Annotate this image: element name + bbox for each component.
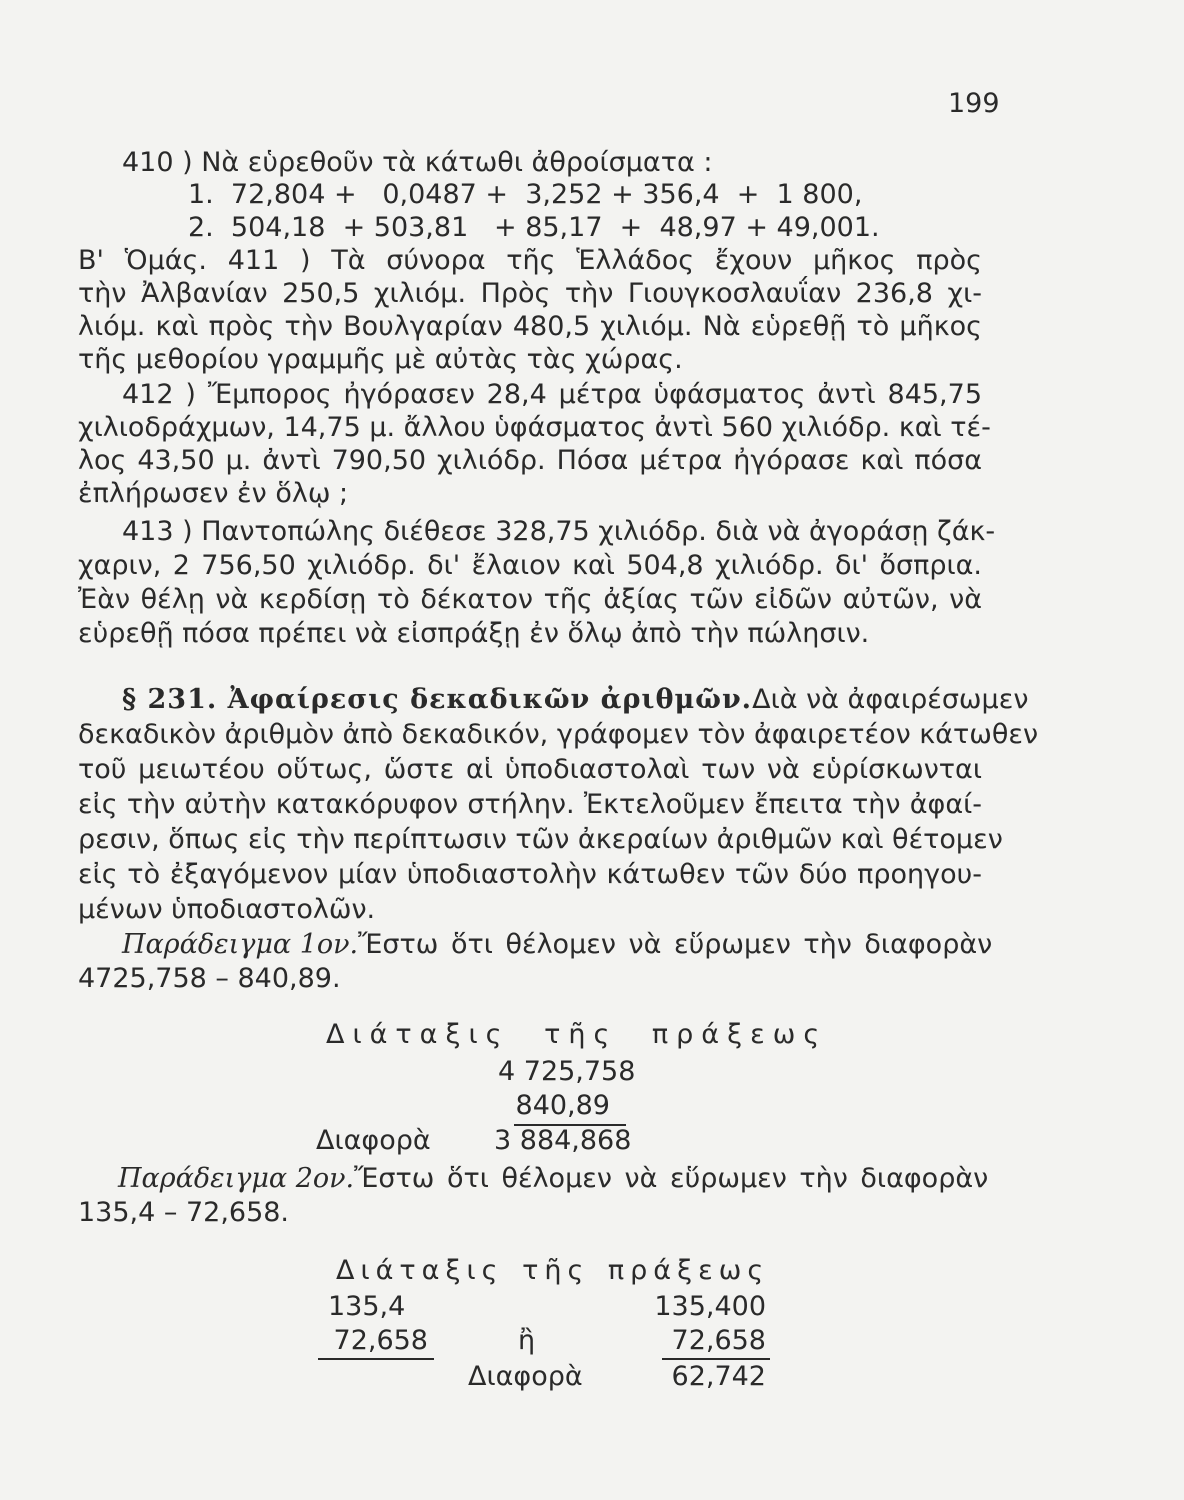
- example-2-left-minuend: 135,4: [328, 1291, 406, 1322]
- exercise-411-line-4: τῆς μεθορίου γραμμῆς μὲ αὐτὰς τὰς χώρας.: [78, 344, 683, 375]
- example-1-label: Παράδειγμα 1ον.: [122, 929, 359, 960]
- exercise-411-line-1: Β' Ὁμάς. 411 ) Τὰ σύνορα τῆς Ἑλλάδος ἔχουν μῆκος πρὸς: [78, 245, 982, 276]
- example-1-difference-label: Διαφορὰ: [316, 1125, 431, 1156]
- section-231-line-2: δεκαδικὸν ἀριθμὸν ἀπὸ δεκαδικόν, γράφομεν τὸν ἀφαιρετέον κάτωθεν: [78, 719, 1039, 750]
- section-231-line-5: ρεσιν, ὅπως εἰς τὴν περίπτωσιν τῶν ἀκεραίων ἀριθμῶν καὶ θέτομεν: [78, 824, 1003, 855]
- example-2-left-rule: [318, 1358, 434, 1360]
- exercise-411-line-3: λιόμ. καὶ πρὸς τὴν Βουλγαρίαν 480,5 χιλιόμ. Νὰ εὑρεθῇ τὸ μῆκος: [78, 311, 982, 342]
- example-1-expression: 4725,758 – 840,89.: [78, 963, 341, 994]
- section-231-first-line-rest: Διὰ νὰ ἀφαιρέσωμεν: [752, 684, 1029, 715]
- exercise-412-line-2: χιλιοδράχμων, 14,75 μ. ἄλλου ὑφάσματος ἀντὶ 560 χιλιόδρ. καὶ τέ-: [78, 412, 991, 443]
- example-2-label: Παράδειγμα 2ον.: [118, 1163, 355, 1194]
- example-2-difference-label: Διαφορὰ: [468, 1361, 583, 1392]
- exercise-411-line-2: τὴν Ἀλβανίαν 250,5 χιλιόμ. Πρὸς τὴν Γιουγκοσλαυΐαν 236,8 χι-: [78, 278, 982, 309]
- page-number: 199: [948, 88, 1000, 119]
- exercise-412-line-3: λος 43,50 μ. ἀντὶ 790,50 χιλιόδρ. Πόσα μέτρα ἠγόρασε καὶ πόσα: [78, 445, 982, 476]
- example-1-text: Ἔστω ὅτι θέλομεν νὰ εὕρωμεν τὴν διαφορὰν: [358, 929, 993, 960]
- example-2-or-word: ἢ: [518, 1325, 536, 1356]
- exercise-413-line-1: 413 ) Παντοπώλης διέθεσε 328,75 χιλιόδρ. διὰ νὰ ἀγοράσῃ ζάκ-: [122, 516, 996, 547]
- example-1-layout-title: Διάταξις τῆς πράξεως: [326, 1019, 828, 1050]
- example-1-minuend: 4 725,758: [498, 1056, 636, 1087]
- exercise-410-item-1: 1. 72,804 + 0,0487 + 3,252 + 356,4 + 1 800,: [188, 179, 863, 210]
- example-2-right-subtrahend: 72,658: [671, 1325, 766, 1356]
- example-2-intro: [118, 1162, 989, 1196]
- example-2-difference: 62,742: [671, 1361, 766, 1392]
- exercise-413-line-4: εὑρεθῇ πόσα πρέπει νὰ εἰσπράξῃ ἐν ὅλῳ ἀπὸ τὴν πώλησιν.: [78, 618, 870, 649]
- example-2-layout-title: Διάταξις τῆς πράξεως: [336, 1255, 770, 1286]
- exercise-412-line-4: ἐπλήρωσεν ἐν ὅλῳ ;: [78, 478, 349, 509]
- example-2-left-subtrahend: 72,658: [333, 1325, 428, 1356]
- example-2-right-minuend: 135,400: [654, 1291, 766, 1322]
- section-231-heading: § 231. Ἀφαίρεσις δεκαδικῶν ἀριθμῶν.: [122, 684, 753, 715]
- section-231-first-line: [122, 683, 1029, 717]
- example-2-expression: 135,4 – 72,658.: [78, 1197, 290, 1228]
- section-231-line-3: τοῦ μειωτέου οὕτως, ὥστε αἱ ὑποδιαστολαὶ των νὰ εὑρίσκωνται: [78, 754, 982, 785]
- exercise-413-line-2: χαριν, 2 756,50 χιλιόδρ. δι' ἔλαιον καὶ 504,8 χιλιόδρ. δι' ὄσπρια.: [78, 550, 982, 581]
- example-1-subtrahend: 840,89: [515, 1090, 610, 1121]
- exercise-410-intro: 410 ) Νὰ εὑρεθοῦν τὰ κάτωθι ἀθροίσματα :: [122, 147, 713, 178]
- example-1-difference: 3 884,868: [494, 1125, 632, 1156]
- section-231-line-6: εἰς τὸ ἐξαγόμενον μίαν ὑποδιαστολὴν κάτωθεν τῶν δύο προηγου-: [78, 859, 982, 890]
- section-231-line-4: εἰς τὴν αὐτὴν κατακόρυφον στήλην. Ἐκτελοῦμεν ἔπειτα τὴν ἀφαί-: [78, 789, 982, 820]
- exercise-410-item-2: 2. 504,18 + 503,81 + 85,17 + 48,97 + 49,001.: [188, 212, 880, 243]
- example-1-intro: [122, 928, 993, 962]
- example-2-text: Ἔστω ὅτι θέλομεν νὰ εὕρωμεν τὴν διαφορὰν: [354, 1163, 989, 1194]
- exercise-412-line-1: 412 ) Ἔμπορος ἠγόρασεν 28,4 μέτρα ὑφάσματος ἀντὶ 845,75: [122, 379, 982, 410]
- exercise-413-line-3: Ἐὰν θέλῃ νὰ κερδίσῃ τὸ δέκατον τῆς ἀξίας τῶν εἰδῶν αὐτῶν, νὰ: [78, 584, 982, 615]
- section-231-line-7: μένων ὑποδιαστολῶν.: [78, 894, 376, 925]
